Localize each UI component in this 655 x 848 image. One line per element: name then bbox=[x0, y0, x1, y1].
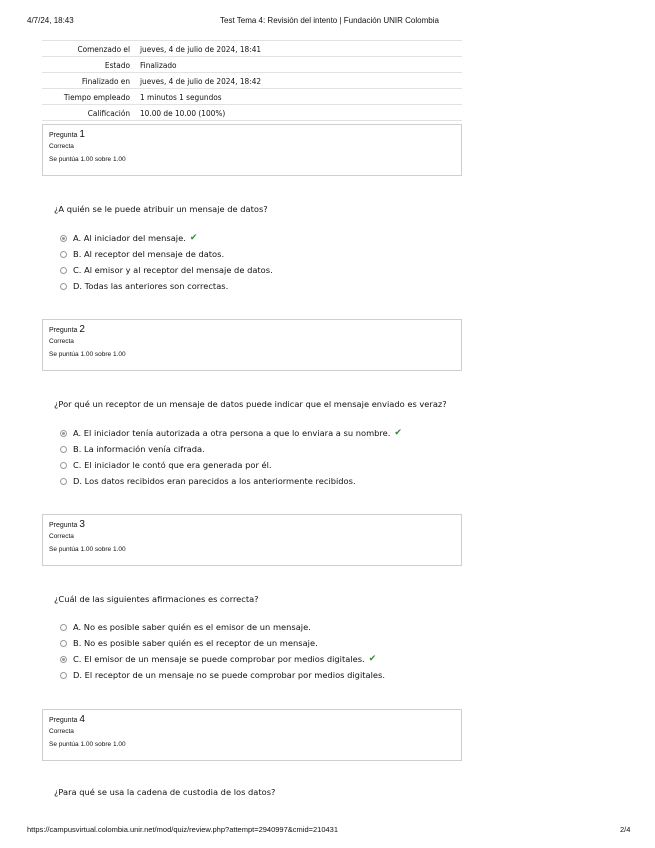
summary-row bbox=[42, 89, 462, 105]
answer-option[interactable] bbox=[60, 444, 205, 454]
question-state: Correcta bbox=[49, 143, 74, 150]
radio-selected-icon[interactable] bbox=[60, 430, 67, 437]
summary-label: Finalizado en bbox=[42, 73, 136, 89]
summary-value: Finalizado bbox=[136, 57, 462, 73]
answer-option[interactable] bbox=[60, 265, 273, 275]
answer-label: A. Al iniciador del mensaje. bbox=[73, 233, 186, 243]
summary-value: 10.00 de 10.00 (100%) bbox=[136, 105, 462, 121]
question-state: Correcta bbox=[49, 533, 74, 540]
question-prefix: Pregunta bbox=[49, 132, 78, 139]
question-state: Correcta bbox=[49, 728, 74, 735]
radio-icon[interactable] bbox=[60, 672, 67, 679]
question-prefix: Pregunta bbox=[49, 522, 78, 529]
question-number: 4 bbox=[79, 714, 85, 725]
answer-option[interactable] bbox=[60, 622, 311, 632]
question-info-box bbox=[42, 709, 462, 761]
answer-option[interactable] bbox=[60, 670, 385, 680]
summary-row bbox=[42, 41, 462, 57]
print-date: 4/7/24, 18:43 bbox=[27, 16, 74, 25]
answer-label: D. Los datos recibidos eran parecidos a los anteriormente recibidos. bbox=[73, 476, 356, 486]
radio-icon[interactable] bbox=[60, 624, 67, 631]
summary-value: jueves, 4 de julio de 2024, 18:41 bbox=[136, 41, 462, 57]
answer-label: D. Todas las anteriores son correctas. bbox=[73, 281, 229, 291]
answer-label: C. Al emisor y al receptor del mensaje de datos. bbox=[73, 265, 273, 275]
summary-label: Comenzado el bbox=[42, 41, 136, 57]
question-grade: Se puntúa 1.00 sobre 1.00 bbox=[49, 156, 126, 163]
answer-option[interactable] bbox=[60, 281, 228, 291]
question-prefix: Pregunta bbox=[49, 717, 78, 724]
summary-row bbox=[42, 57, 462, 73]
question-text: ¿Por qué un receptor de un mensaje de datos puede indicar que el mensaje enviado es veraz? bbox=[54, 399, 447, 409]
footer-url: https://campusvirtual.colombia.unir.net/mod/quiz/review.php?attempt=2940997&cmid=210431 bbox=[27, 825, 339, 834]
question-number: 1 bbox=[79, 129, 85, 140]
question-grade: Se puntúa 1.00 sobre 1.00 bbox=[49, 546, 126, 553]
answer-option[interactable] bbox=[60, 638, 318, 648]
answer-option[interactable] bbox=[60, 233, 197, 243]
question-text: ¿A quién se le puede atribuir un mensaje de datos? bbox=[54, 204, 268, 214]
question-grade: Se puntúa 1.00 sobre 1.00 bbox=[49, 741, 126, 748]
question-text: ¿Para qué se usa la cadena de custodia de los datos? bbox=[54, 787, 276, 797]
radio-icon[interactable] bbox=[60, 478, 67, 485]
summary-value: jueves, 4 de julio de 2024, 18:42 bbox=[136, 73, 462, 89]
check-icon: ✔ bbox=[394, 428, 402, 438]
question-text: ¿Cuál de las siguientes afirmaciones es correcta? bbox=[54, 594, 259, 604]
answer-label: B. La información venía cifrada. bbox=[73, 444, 205, 454]
answer-option[interactable] bbox=[60, 428, 402, 438]
answer-label: D. El receptor de un mensaje no se puede comprobar por medios digitales. bbox=[73, 670, 385, 680]
question-info-box bbox=[42, 124, 462, 176]
summary-row bbox=[42, 73, 462, 89]
radio-icon[interactable] bbox=[60, 283, 67, 290]
radio-selected-icon[interactable] bbox=[60, 656, 67, 663]
summary-label: Estado bbox=[42, 57, 136, 73]
radio-icon[interactable] bbox=[60, 446, 67, 453]
summary-row bbox=[42, 105, 462, 121]
attempt-summary-table bbox=[42, 40, 462, 121]
check-icon: ✔ bbox=[189, 233, 198, 243]
answer-option[interactable] bbox=[60, 249, 224, 259]
question-state: Correcta bbox=[49, 338, 74, 345]
page-title: Test Tema 4: Revisión del intento | Fundación UNIR Colombia bbox=[220, 16, 439, 25]
question-info-box bbox=[42, 319, 462, 371]
summary-label: Tiempo empleado bbox=[42, 89, 136, 105]
question-grade: Se puntúa 1.00 sobre 1.00 bbox=[49, 351, 126, 358]
radio-icon[interactable] bbox=[60, 640, 67, 647]
radio-selected-icon[interactable] bbox=[60, 235, 67, 242]
answer-option[interactable] bbox=[60, 654, 376, 664]
question-info-box bbox=[42, 514, 462, 566]
answer-label: A. No es posible saber quién es el emisor de un mensaje. bbox=[73, 622, 311, 632]
summary-value: 1 minutos 1 segundos bbox=[136, 89, 462, 105]
answer-label: A. El iniciador tenía autorizada a otra persona a que lo enviara a su nombre. bbox=[73, 428, 391, 438]
answer-label: B. Al receptor del mensaje de datos. bbox=[73, 249, 225, 259]
question-number: 2 bbox=[79, 324, 85, 335]
answer-label: C. El emisor de un mensaje se puede comprobar por medios digitales. bbox=[73, 654, 365, 664]
answer-option[interactable] bbox=[60, 476, 356, 486]
answer-label: C. El iniciador le contó que era generada por él. bbox=[73, 460, 272, 470]
summary-label: Calificación bbox=[42, 105, 136, 121]
radio-icon[interactable] bbox=[60, 462, 67, 469]
question-prefix: Pregunta bbox=[49, 327, 78, 334]
answer-option[interactable] bbox=[60, 460, 272, 470]
page-number: 2/4 bbox=[620, 825, 631, 834]
answer-label: B. No es posible saber quién es el receptor de un mensaje. bbox=[73, 638, 318, 648]
question-number: 3 bbox=[79, 519, 85, 530]
check-icon: ✔ bbox=[368, 654, 377, 664]
radio-icon[interactable] bbox=[60, 267, 67, 274]
radio-icon[interactable] bbox=[60, 251, 67, 258]
